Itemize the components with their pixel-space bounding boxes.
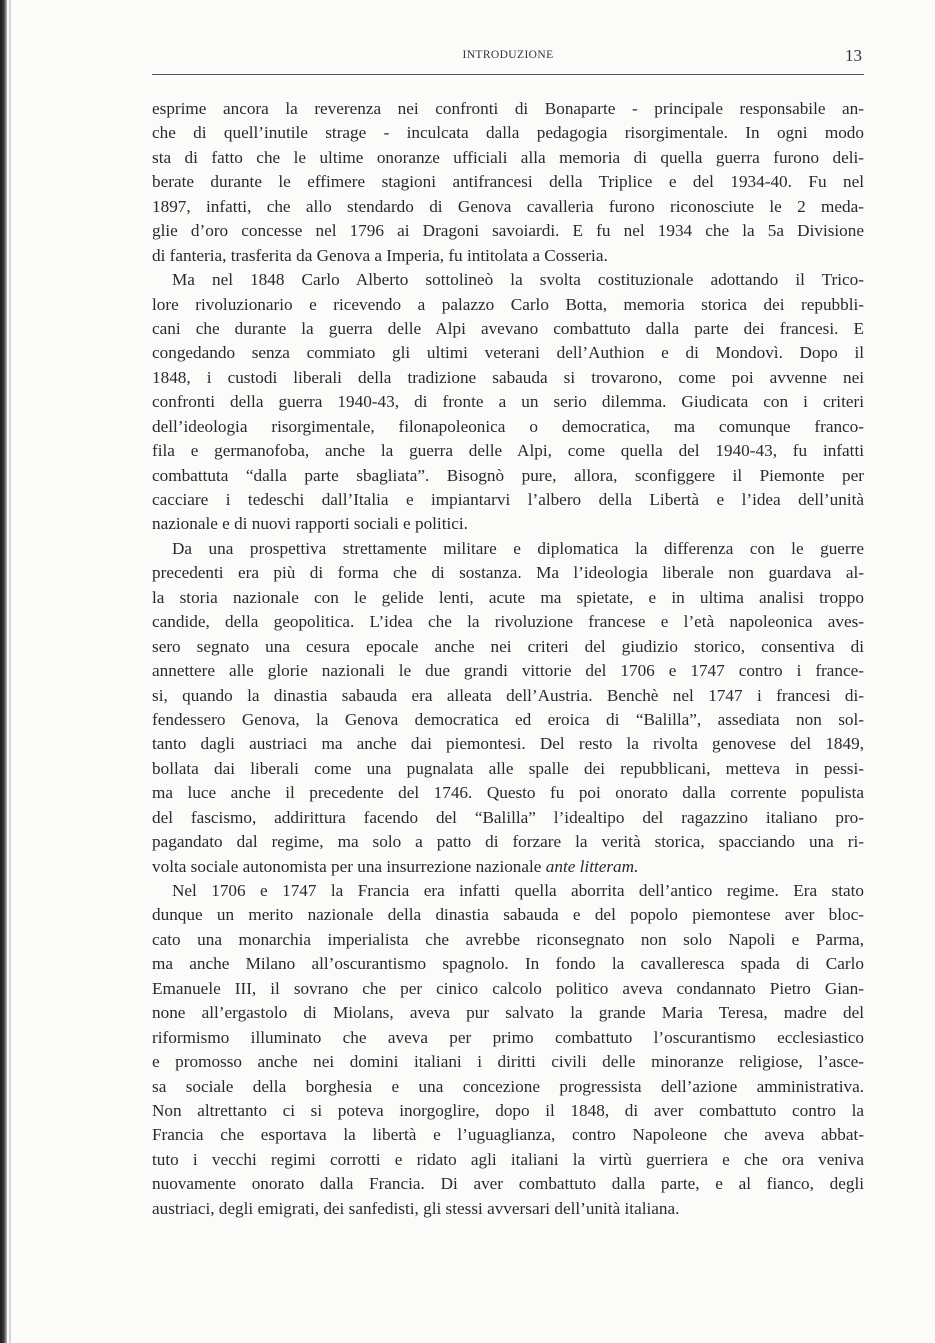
text-line: pagandato dal regime, ma solo a patto di forzare la verità storica, spacciando una ri- (152, 832, 864, 852)
text-line: esprime ancora la reverenza nei confronti di Bonaparte - principale responsabile an- (152, 99, 864, 118)
page-header (152, 46, 864, 72)
text-line: nuovamente onorato dalla Francia. Di aver combattuto dalla parte, e al fianco, degli (152, 1174, 864, 1194)
text-line: del fascismo, addirittura facendo del “Balilla” l’idealtipo del ragazzino italiano pro- (152, 807, 864, 827)
text-line: dunque un merito nazionale della dinastia sabauda e del popolo piemontese aver bloc- (152, 905, 864, 925)
text-line: combattuta “dalla parte sbagliata”. Bisognò pure, allora, sconfiggere il Piemonte per (152, 465, 864, 485)
text-line: nazionale e di nuovi rapporti sociali e politici. (152, 514, 468, 534)
text-line: Nel 1706 e 1747 la Francia era infatti quella aborrita dell’antico regime. Era stato (172, 881, 864, 900)
page-spine-edge (9, 0, 11, 1343)
text-line: e promosso anche nei domini italiani i diritti civili delle minoranze religiose, l’asce- (152, 1052, 864, 1072)
text-line: cani che durante la guerra delle Alpi avevano combattuto dalla parte dei francesi. E (152, 318, 864, 338)
text-line: tanto dagli austriaci ma anche dai piemontesi. Del resto la rivolta genovese del 1849, (152, 734, 864, 754)
text-line: Francia che esportava la libertà e l’uguaglianza, contro Napoleone che aveva abbat- (152, 1125, 864, 1145)
text-line: 1897, infatti, che allo stendardo di Genova cavalleria furono riconosciute le 2 meda- (152, 196, 864, 216)
text-line: tuto i vecchi regimi corrotti e ridato agli italiani la virtù guerriera e che ora veniva (152, 1149, 864, 1169)
text-line: congedando senza commiato gli ultimi veterani dell’Authion e di Mondovì. Dopo il (152, 343, 864, 363)
text-line: Emanuele III, il sovrano che per cinico calcolo politico aveva condannato Pietro Gian- (152, 978, 864, 998)
text-line: di fanteria, trasferita da Genova a Imperia, fu intitolata a Cosseria. (152, 245, 608, 265)
text-line: ma luce anche il precedente del 1746. Questo fu poi onorato dalla corrente populista (152, 783, 864, 803)
text-line: annettere alle glorie nazionali le due grandi vittorie del 1706 e 1747 contro i france- (152, 661, 864, 681)
text-line: riformismo illuminato che aveva per primo combattuto l’oscurantismo ecclesiastico (152, 1027, 864, 1047)
header-rule (152, 74, 864, 75)
text-line-segment: volta sociale autonomista per una insurrezione nazionale (152, 856, 546, 876)
text-line: ma anche Milano all’oscurantismo spagnolo. In fondo la cavalleresca spada di Carlo (152, 954, 864, 974)
page-spine-shadow (0, 0, 7, 1343)
text-line: che di quell’inutile strage - inculcata dalla pedagogia risorgimentale. In ogni modo (152, 123, 864, 143)
text-line: precedenti era più di forma che di sostanza. Ma l’ideologia liberale non guardava al- (152, 563, 864, 583)
text-line: candide, della geopolitica. L’idea che la rivoluzione francese e l’età napoleonica aves- (152, 612, 864, 632)
text-line: cato una monarchia imperialista che avrebbe riconsegnato non solo Napoli e Parma, (152, 929, 864, 949)
text-line-with-italic (152, 855, 864, 879)
running-head: INTRODUZIONE (462, 49, 554, 61)
text-line: berate durante le effimere stagioni antifrancesi della Triplice e del 1934-40. Fu nel (152, 172, 864, 192)
text-line: sta di fatto che le ultime onoranze ufficiali alla memoria di quella guerra furono deli- (152, 147, 864, 167)
body-text (152, 97, 864, 1221)
italic-phrase: ante litteram. (545, 856, 639, 876)
text-line: si, quando la dinastia sabauda era alleata dell’Austria. Benchè nel 1747 i francesi di- (152, 685, 864, 705)
text-line: austriaci, degli emigrati, dei sanfedisti, gli stessi avversari dell’unità italiana. (152, 1198, 680, 1218)
text-line: fendessero Genova, la Genova democratica ed eroica di “Balilla”, assediata non sol- (152, 709, 864, 729)
text-line: lore rivoluzionario e ricevendo a palazzo Carlo Botta, memoria storica dei repubbli- (152, 294, 864, 314)
text-line: glie d’oro concesse nel 1796 ai Dragoni savoiardi. E fu nel 1934 che la 5a Divisione (152, 221, 864, 241)
text-line: Non altrettanto ci si poteva inorgoglire, dopo il 1848, di aver combattuto contro la (152, 1100, 864, 1120)
text-line: none all’ergastolo di Miolans, aveva pur salvato la grande Maria Teresa, madre del (152, 1003, 864, 1023)
text-line: sero segnato una cesura epocale anche nei criteri del giudizio storico, consentiva di (152, 636, 864, 656)
page-number: 13 (845, 46, 862, 65)
text-line: la storia nazionale con le gelide lenti, acute ma spietate, e in ultima analisi troppo (152, 587, 864, 607)
text-line: sa sociale della borghesia e una concezione progressista dell’azione amministrativa. (152, 1076, 864, 1096)
text-line: 1848, i custodi liberali della tradizione sabauda si trovarono, come poi avvenne nei (152, 367, 864, 387)
text-line: confronti della guerra 1940-43, di fronte a un serio dilemma. Giudicata con i criteri (152, 392, 864, 412)
text-line: fila e germanofoba, anche la guerra delle Alpi, come quella del 1940-43, fu infatti (152, 441, 864, 461)
text-line: cacciare i tedeschi dall’Italia e impiantarvi l’albero della Libertà e l’idea dell’unità (152, 490, 864, 509)
text-line: bollata dai liberali come una pugnalata alle spalle dei repubblicani, metteva in pessi- (152, 758, 864, 778)
text-line: dell’ideologia risorgimentale, filonapoleonica o democratica, ma comunque franco- (152, 416, 864, 436)
text-line: Da una prospettiva strettamente militare e diplomatica la differenza con le guerre (172, 538, 864, 558)
text-line: Ma nel 1848 Carlo Alberto sottolineò la svolta costituzionale adottando il Trico- (172, 270, 864, 290)
